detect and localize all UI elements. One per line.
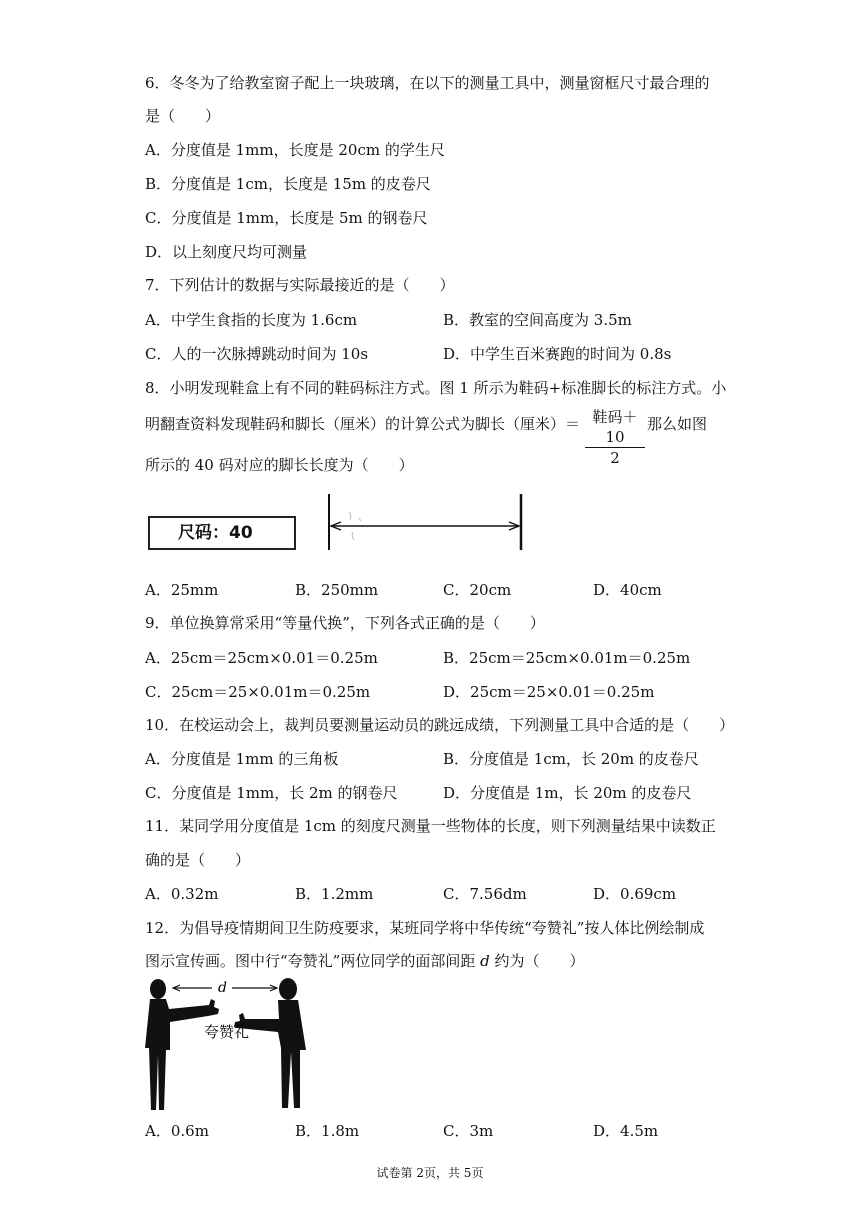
q7-option-b: B．教室的空间高度为 3.5m (443, 311, 632, 329)
q11-option-b: B．1.2mm (295, 885, 374, 903)
q7-stem: 7．下列估计的数据与实际最接近的是（ ） (145, 276, 455, 294)
formula-denominator: 2 (610, 449, 620, 467)
left-person-silhouette (145, 979, 219, 1110)
foot-length-ruler-figure (325, 492, 525, 554)
figure-caption-kuazanli: 夸赞礼 (204, 1023, 250, 1041)
q12-stem-line1: 12．为倡导疫情期间卫生防疫要求，某班同学将中华传统“夸赞礼”按人体比例绘制成 (145, 919, 705, 937)
q10-option-a: A．分度值是 1mm 的三角板 (145, 750, 339, 768)
q11-option-a: A．0.32m (145, 885, 219, 903)
page-footer: 试卷第 2页，共 5页 (376, 1166, 484, 1180)
q12-stem-line2 (145, 951, 585, 971)
q6-option-b: B．分度值是 1cm，长度是 15m 的皮卷尺 (145, 175, 431, 193)
q11-option-d: D．0.69cm (593, 885, 677, 903)
q6-stem-line2: 是（ ） (145, 107, 221, 125)
q9-option-c: C．25cm＝25×0.01m＝0.25m (145, 683, 371, 701)
q12-stem-text: 图示宣传画。图中行“夸赞礼”两位同学的面部间距 (145, 952, 481, 970)
q9-option-a: A．25cm＝25cm×0.01＝0.25m (145, 649, 378, 667)
q8-stem-line3: 所示的 40 码对应的脚长长度为（ ） (145, 456, 414, 474)
q11-option-c: C．7.56dm (443, 885, 527, 903)
q10-option-c: C．分度值是 1mm，长 2m 的钢卷尺 (145, 784, 398, 802)
q7-option-d: D．中学生百米赛跑的时间为 0.8s (443, 345, 672, 363)
distance-d-label: d (218, 980, 227, 996)
q12-option-c: C．3m (443, 1122, 494, 1140)
shoe-size-formula (585, 407, 645, 468)
q12-variable-d: d (480, 952, 490, 970)
right-person-silhouette (234, 978, 306, 1108)
q6-stem-line1: 6．冬冬为了给教室窗子配上一块玻璃，在以下的测量工具中，测量窗框尺寸最合理的 (145, 74, 710, 92)
q10-option-b: B．分度值是 1cm，长 20m 的皮卷尺 (443, 750, 699, 768)
q8-stem-line2: 明翻查资料发现鞋码和脚长（厘米）的计算公式为脚长（厘米）＝ (145, 415, 581, 433)
q9-option-d: D．25cm＝25×0.01＝0.25m (443, 683, 655, 701)
thumbs-up-greeting-figure (140, 975, 325, 1115)
q8-option-a: A．25mm (145, 581, 219, 599)
q9-stem: 9．单位换算常采用“等量代换”，下列各式正确的是（ ） (145, 614, 545, 632)
shoe-size-label-box: 尺码：40 (148, 516, 296, 550)
q6-option-d: D．以上刻度尺均可测量 (145, 243, 308, 261)
q12-option-a: A．0.6m (145, 1122, 209, 1140)
q12-option-d: D．4.5m (593, 1122, 659, 1140)
q7-option-c: C．人的一次脉搏跳动时间为 10s (145, 345, 369, 363)
q8-option-d: D．40cm (593, 581, 662, 599)
q12-option-b: B．1.8m (295, 1122, 360, 1140)
q6-option-c: C．分度值是 1mm，长度是 5m 的钢卷尺 (145, 209, 428, 227)
q8-stem-line1: 8．小明发现鞋盒上有不同的鞋码标注方式。图 1 所示为鞋码+标准脚长的标注方式。小 (145, 379, 727, 397)
q11-stem-line2: 确的是（ ） (145, 851, 251, 869)
q8-stem-line2-tail: 那么如图 (647, 415, 708, 433)
q7-option-a: A．中学生食指的长度为 1.6cm (145, 311, 358, 329)
formula-numerator: 鞋码＋10 (585, 407, 645, 448)
q8-option-b: B．250mm (295, 581, 379, 599)
q12-stem-tail: 约为（ ） (489, 952, 585, 970)
q8-option-c: C．20cm (443, 581, 512, 599)
q11-stem-line1: 11．某同学用分度值是 1cm 的刻度尺测量一些物体的长度，则下列测量结果中读数正 (145, 817, 716, 835)
q9-option-b: B．25cm＝25cm×0.01m＝0.25m (443, 649, 691, 667)
q10-stem: 10．在校运动会上，裁判员要测量运动员的跳远成绩，下列测量工具中合适的是（ ） (145, 716, 735, 734)
q6-option-a: A．分度值是 1mm，长度是 20cm 的学生尺 (145, 141, 445, 159)
q10-option-d: D．分度值是 1m，长 20m 的皮卷尺 (443, 784, 692, 802)
